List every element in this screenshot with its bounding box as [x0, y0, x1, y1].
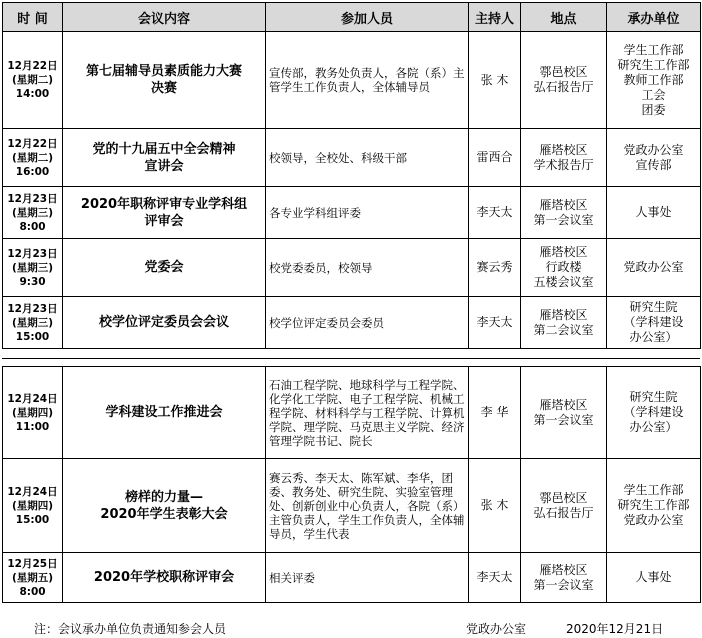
organizer-cell — [607, 32, 701, 129]
time-line: 8:00 — [19, 585, 46, 598]
time-line: (星期三) — [11, 316, 54, 329]
time-cell — [3, 187, 63, 239]
time-line: 12月24日 — [7, 485, 58, 498]
content-cell — [63, 187, 266, 239]
host-cell: 李天太 — [469, 297, 521, 349]
organizer-cell — [607, 553, 701, 603]
organizer-line: 研究生工作部 — [617, 57, 690, 72]
location-line: 弘石报告厅 — [533, 505, 594, 520]
time-line: 12月23日 — [7, 247, 58, 260]
content-line: 学科建设工作推进会 — [105, 405, 223, 420]
host-cell: 张 木 — [469, 32, 521, 129]
organizer-line: （学科建设 — [623, 405, 684, 419]
host-cell: 李 华 — [469, 367, 521, 459]
location-line: 第二会议室 — [533, 322, 594, 337]
table-row — [3, 187, 701, 239]
organizer-line: 党政办公室 — [623, 260, 684, 274]
time-line: 11:00 — [15, 420, 50, 433]
organizer-line: 办公室） — [629, 330, 678, 344]
attendees-cell: 相关评委 — [266, 553, 469, 603]
attendees-cell: 校党委委员，校领导 — [266, 239, 469, 297]
location-cell — [521, 239, 607, 297]
content-cell — [63, 239, 266, 297]
content-line: 校学位评定委员会会议 — [98, 315, 229, 330]
organizer-line: 人事处 — [635, 570, 672, 584]
location-line: 行政楼 — [545, 260, 582, 274]
location-cell — [521, 553, 607, 603]
host-cell: 雷西合 — [469, 129, 521, 187]
table-row — [3, 239, 701, 297]
location-cell — [521, 129, 607, 187]
location-cell — [521, 367, 607, 459]
attendees-cell: 宣传部，教务处负责人，各院（系）主管学生工作负责人，全体辅导员 — [266, 32, 469, 129]
organizer-cell — [607, 129, 701, 187]
content-line: 2020年职称评审专业学科组 — [80, 196, 248, 212]
footer-office: 党政办公室 — [466, 622, 527, 636]
organizer-line: 党政办公室 — [623, 142, 684, 157]
organizer-cell — [607, 367, 701, 459]
location-line: 鄠邑校区 — [539, 490, 588, 505]
time-line: 12月23日 — [7, 302, 58, 315]
location-cell — [521, 459, 607, 553]
time-line: (星期三) — [11, 206, 54, 219]
table-row — [3, 32, 701, 129]
table-row — [3, 129, 701, 187]
organizer-cell — [607, 297, 701, 349]
content-cell — [63, 129, 266, 187]
organizer-line: （学科建设 — [623, 315, 684, 329]
time-line: (星期二) — [11, 74, 54, 86]
content-line: 2020年学生表彰大会 — [100, 506, 228, 522]
location-cell — [521, 297, 607, 349]
organizer-line: 研究生院 — [629, 300, 678, 314]
location-line: 五楼会议室 — [533, 275, 594, 289]
location-line: 雁塔校区 — [539, 245, 588, 259]
page-divider — [2, 358, 700, 359]
content-line: 宣讲会 — [144, 158, 184, 174]
content-line: 决赛 — [150, 81, 177, 96]
time-line: (星期四) — [11, 406, 54, 419]
header-time: 时 间 — [3, 3, 63, 32]
host-cell: 张 木 — [469, 459, 521, 553]
schedule-table-top — [2, 2, 701, 349]
table-row — [3, 297, 701, 349]
time-line: 12月25日 — [7, 557, 58, 570]
location-line: 雁塔校区 — [539, 397, 588, 412]
content-cell — [63, 459, 266, 553]
time-cell — [3, 553, 63, 603]
organizer-cell — [607, 239, 701, 297]
location-cell — [521, 187, 607, 239]
header-host: 主持人 — [469, 3, 521, 32]
organizer-line: 教师工作部 — [623, 72, 684, 87]
organizer-line: 党政办公室 — [623, 513, 684, 527]
header-content: 会议内容 — [63, 3, 266, 32]
organizer-line: 学生工作部 — [623, 42, 684, 57]
time-line: 16:00 — [15, 165, 50, 178]
header-row — [3, 3, 701, 32]
header-attendees: 参加人员 — [266, 3, 469, 32]
attendees-cell: 校学位评定委员会委员 — [266, 297, 469, 349]
table-row — [3, 367, 701, 459]
time-cell — [3, 367, 63, 459]
time-line: 12月22日 — [7, 60, 58, 72]
time-line: 12月23日 — [7, 192, 58, 205]
attendees-cell: 校领导，全校处、科级干部 — [266, 129, 469, 187]
organizer-line: 办公室） — [629, 420, 678, 434]
footer-date: 2020年12月21日 — [566, 622, 664, 636]
time-line: (星期四) — [11, 499, 54, 512]
time-cell — [3, 459, 63, 553]
time-cell — [3, 129, 63, 187]
organizer-cell — [607, 459, 701, 553]
time-line: 8:00 — [19, 220, 46, 233]
location-line: 第一会议室 — [533, 412, 594, 427]
location-line: 雁塔校区 — [539, 307, 588, 322]
organizer-line: 工会 — [641, 87, 666, 102]
content-line: 党委会 — [144, 260, 184, 275]
organizer-line: 学生工作部 — [623, 483, 684, 497]
attendees-cell: 各专业学科组评委 — [266, 187, 469, 239]
time-line: (星期二) — [11, 151, 54, 164]
content-line: 评审会 — [144, 213, 184, 229]
time-line: 14:00 — [15, 88, 50, 100]
table-row — [3, 553, 701, 603]
content-line: 第七届辅导员素质能力大赛 — [85, 64, 242, 79]
organizer-line: 研究生院 — [629, 390, 678, 404]
content-cell — [63, 297, 266, 349]
host-cell: 李天太 — [469, 553, 521, 603]
content-line: 2020年学校职称评审会 — [93, 570, 235, 585]
time-line: (星期五) — [11, 571, 54, 584]
time-line: 15:00 — [15, 513, 50, 526]
attendees-cell: 赛云秀、李天太、陈军斌、李华，团委、教务处、研究生院、实验室管理处、创新创业中心负责人，各院（系）主管负责人，学生工作负责人，全体辅导员，学生代表 — [266, 459, 469, 553]
header-location: 地点 — [521, 3, 607, 32]
location-line: 雁塔校区 — [539, 142, 588, 157]
table-row — [3, 459, 701, 553]
location-line: 第一会议室 — [533, 577, 594, 592]
time-cell — [3, 32, 63, 129]
footer-note: 注：会议承办单位负责通知参会人员 — [34, 622, 227, 636]
host-cell: 赛云秀 — [469, 239, 521, 297]
time-line: (星期三) — [11, 261, 54, 274]
location-line: 雁塔校区 — [539, 562, 588, 577]
host-cell: 李天太 — [469, 187, 521, 239]
content-cell — [63, 367, 266, 459]
attendees-cell: 石油工程学院、地球科学与工程学院、化学化工学院、电子工程学院、机械工程学院、材料科学与工程学院、计算机学院、理学院、马克思主义学院、经济管理学院书记、院长 — [266, 367, 469, 459]
time-line: 12月22日 — [7, 137, 58, 150]
location-line: 学术报告厅 — [533, 157, 594, 172]
time-line: 9:30 — [19, 275, 46, 288]
location-line: 鄠邑校区 — [539, 65, 588, 79]
organizer-line: 人事处 — [635, 205, 672, 219]
time-cell — [3, 239, 63, 297]
organizer-cell — [607, 187, 701, 239]
location-line: 弘石报告厅 — [533, 80, 594, 94]
organizer-line: 研究生工作部 — [617, 498, 690, 512]
time-line: 15:00 — [15, 330, 50, 343]
time-line: 12月24日 — [7, 392, 58, 405]
organizer-line: 宣传部 — [635, 157, 672, 172]
time-cell — [3, 297, 63, 349]
header-organizer: 承办单位 — [607, 3, 701, 32]
location-cell — [521, 32, 607, 129]
content-line: 榜样的力量— — [124, 489, 203, 505]
organizer-line: 团委 — [641, 102, 666, 117]
content-cell — [63, 553, 266, 603]
schedule-table-bottom — [2, 366, 701, 603]
location-line: 雁塔校区 — [539, 197, 588, 212]
location-line: 第一会议室 — [533, 212, 594, 227]
content-line: 党的十九届五中全会精神 — [92, 141, 236, 157]
content-cell — [63, 32, 266, 129]
